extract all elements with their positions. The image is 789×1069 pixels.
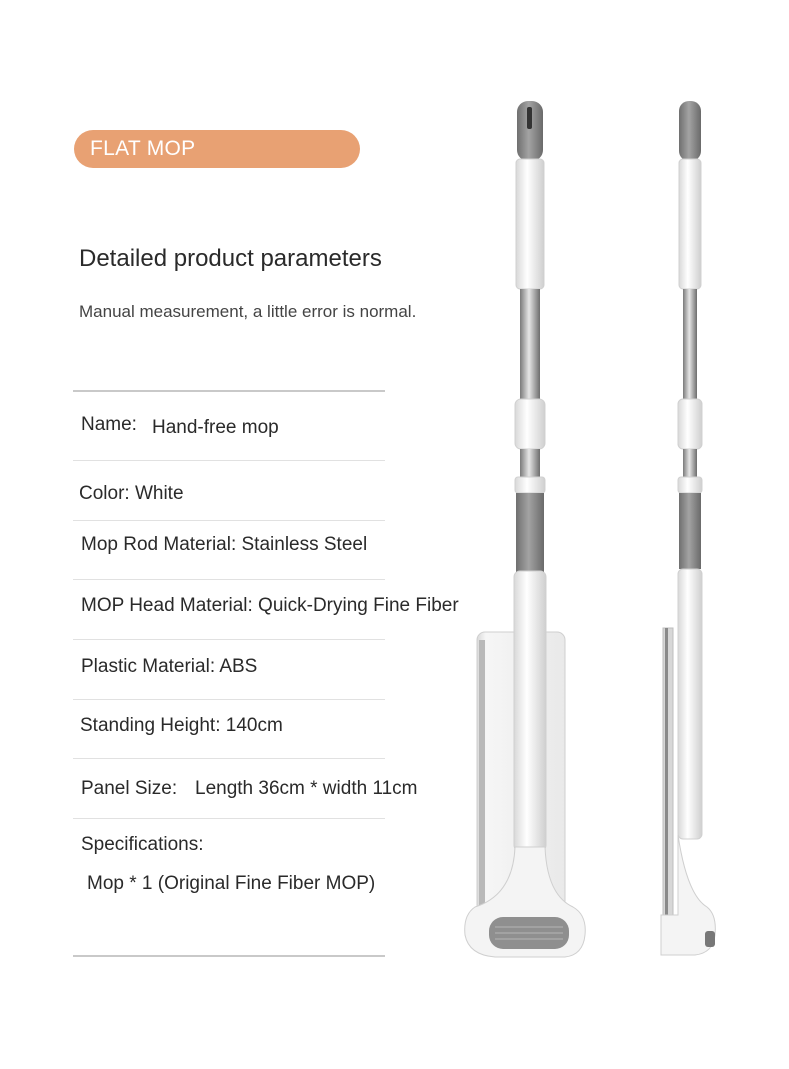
param-name-value: Hand-free mop	[152, 417, 279, 438]
divider	[73, 758, 385, 759]
param-spec-label: Specifications:	[81, 834, 204, 855]
param-panel-size-value: Length 36cm * width 11cm	[195, 778, 418, 799]
param-head-material: MOP Head Material: Quick-Drying Fine Fiber	[81, 595, 459, 616]
divider	[73, 818, 385, 819]
param-panel-size-label: Panel Size:	[81, 778, 178, 799]
param-rod-material: Mop Rod Material: Stainless Steel	[81, 534, 368, 555]
divider	[73, 520, 385, 521]
param-name-label: Name:	[81, 414, 137, 435]
page-title: Detailed product parameters	[79, 245, 382, 272]
divider	[73, 460, 385, 461]
divider	[73, 699, 385, 700]
param-plastic-material: Plastic Material: ABS	[81, 656, 258, 677]
mop-side-view	[661, 101, 715, 955]
divider	[73, 955, 385, 957]
mop-drawing	[455, 95, 745, 965]
divider	[73, 579, 385, 580]
measurement-note: Manual measurement, a little error is normal.	[79, 302, 417, 321]
divider	[73, 639, 385, 640]
badge-label: FLAT MOP	[90, 137, 196, 160]
param-standing-height: Standing Height: 140cm	[80, 715, 283, 736]
mop-illustration	[455, 95, 745, 965]
param-color: Color: White	[79, 483, 184, 504]
divider	[73, 390, 385, 392]
mop-front-view	[465, 101, 586, 957]
param-spec-value: Mop * 1 (Original Fine Fiber MOP)	[87, 873, 376, 894]
